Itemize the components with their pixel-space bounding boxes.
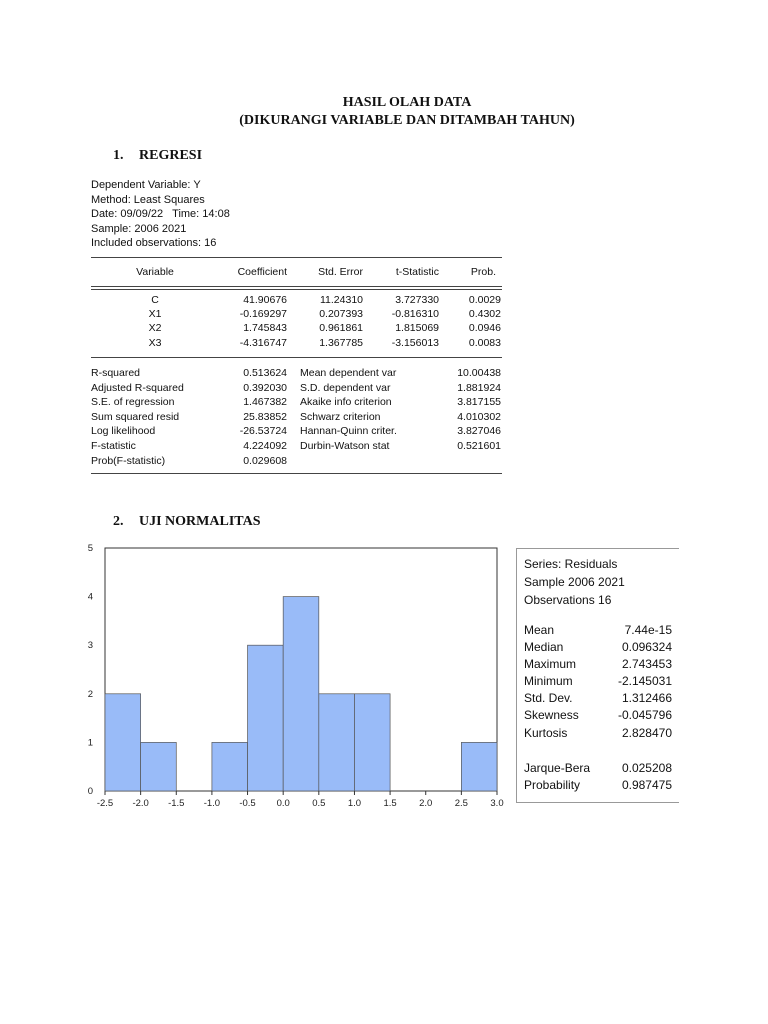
- stat-label-2: S.D. dependent var: [300, 382, 391, 394]
- x-tick-label: -0.5: [239, 798, 256, 809]
- stat-label: Log likelihood: [91, 425, 156, 437]
- section-1-title: REGRESI: [139, 148, 203, 163]
- row-std-error: 11.24310: [319, 294, 363, 306]
- meta-date: Date: 09/09/22 Time: 14:08: [91, 208, 230, 221]
- row-variable: X2: [148, 322, 162, 334]
- stat-value: 2.828470: [621, 725, 672, 740]
- stat-label: Maximum: [524, 657, 577, 672]
- stat-row: [524, 760, 672, 777]
- col-header-prob: Prob.: [470, 266, 496, 278]
- x-tick-label: 3.0: [490, 798, 504, 809]
- row-variable: X3: [148, 337, 162, 349]
- stat-label: F-statistic: [91, 440, 136, 452]
- x-tick-label: 2.0: [419, 798, 433, 809]
- table-rule-header-2: [91, 289, 502, 290]
- jarque-bera-test: [524, 760, 672, 794]
- row-coefficient: -4.316747: [239, 337, 287, 349]
- stat-value-2: 10.00438: [457, 367, 501, 379]
- meta-method: Method: Least Squares: [91, 193, 205, 206]
- stat-row: [524, 639, 672, 656]
- section-2-title: UJI NORMALITAS: [139, 514, 261, 529]
- stat-row: [524, 707, 672, 724]
- page-title: HASIL OLAH DATA: [342, 95, 472, 110]
- stat-label: Std. Dev.: [524, 691, 573, 706]
- table-rule-middle: [91, 357, 502, 358]
- table-rule-bottom: [91, 473, 502, 474]
- meta-sample: Sample: 2006 2021: [91, 222, 187, 235]
- row-t-statistic: -3.156013: [391, 337, 439, 349]
- row-variable: C: [151, 294, 159, 306]
- stat-row: [524, 690, 672, 707]
- row-prob: 0.0083: [468, 337, 501, 349]
- series-sample: Sample 2006 2021: [524, 575, 625, 589]
- stat-value: 0.392030: [243, 382, 287, 394]
- residuals-histogram: [80, 538, 510, 818]
- histogram-bar: [319, 694, 355, 791]
- stat-label: Prob(F-statistic): [91, 455, 166, 467]
- row-t-statistic: -0.816310: [391, 308, 439, 320]
- stat-label-2: Durbin-Watson stat: [300, 440, 390, 452]
- stat-value-2: 4.010302: [457, 411, 501, 423]
- stat-value: 7.44e-15: [624, 623, 672, 637]
- row-std-error: 1.367785: [319, 337, 363, 349]
- row-t-statistic: 1.815069: [395, 322, 439, 334]
- row-t-statistic: 3.727330: [395, 294, 439, 306]
- row-prob: 0.0946: [468, 322, 501, 334]
- row-coefficient: -0.169297: [239, 308, 287, 320]
- y-tick-label: 0: [87, 786, 93, 797]
- row-std-error: 0.207393: [319, 308, 363, 320]
- stat-label: Sum squared resid: [91, 411, 180, 423]
- stat-row: [524, 725, 672, 742]
- stat-label-2: Schwarz criterion: [300, 411, 381, 423]
- stat-value: 25.83852: [243, 411, 287, 423]
- stat-label-2: Akaike info criterion: [300, 396, 392, 408]
- stat-value: 0.025208: [621, 761, 672, 775]
- stat-label-2: Hannan-Quinn criter.: [300, 425, 397, 437]
- stat-value: 0.513624: [243, 367, 287, 379]
- stat-label: Mean: [524, 623, 555, 637]
- row-prob: 0.0029: [468, 294, 501, 306]
- y-tick-label: 1: [87, 737, 93, 749]
- histogram-bar: [141, 742, 177, 791]
- stat-value: 4.224092: [243, 440, 287, 452]
- x-tick-label: -1.0: [203, 798, 221, 809]
- y-tick-label: 5: [87, 543, 93, 554]
- stat-value: 1.312466: [621, 691, 672, 706]
- x-tick-label: 2.5: [454, 798, 468, 809]
- stat-value-2: 3.827046: [457, 425, 501, 437]
- row-std-error: 0.961861: [319, 322, 363, 334]
- stat-value: 2.743453: [621, 657, 672, 672]
- stat-value: -2.145031: [617, 674, 672, 689]
- stat-label: Adjusted R-squared: [91, 382, 184, 394]
- x-tick-label: -2.5: [96, 798, 114, 809]
- stat-row: [524, 656, 672, 673]
- descriptive-stats: [524, 622, 672, 742]
- stat-value: 0.096324: [621, 640, 672, 655]
- stat-label-2: Mean dependent var: [300, 367, 397, 379]
- stat-value: 1.467382: [243, 396, 287, 408]
- x-tick-label: 0.5: [312, 798, 326, 809]
- stat-label: Kurtosis: [524, 725, 568, 740]
- stat-label: Median: [524, 640, 564, 655]
- series-name: Series: Residuals: [524, 557, 618, 571]
- y-tick-label: 4: [87, 591, 93, 603]
- stat-label: Probability: [524, 778, 581, 793]
- x-tick-label: -1.5: [168, 798, 185, 809]
- stat-label: Jarque-Bera: [524, 761, 591, 775]
- y-tick-label: 3: [87, 640, 93, 652]
- stat-label: R-squared: [91, 367, 141, 379]
- page-subtitle: (DIKURANGI VARIABLE DAN DITAMBAH TAHUN): [239, 113, 575, 128]
- normality-stats-box: [516, 548, 679, 803]
- col-header-variable: Variable: [136, 266, 174, 278]
- histogram-bar: [248, 645, 284, 791]
- stat-value: 0.987475: [621, 778, 672, 793]
- table-rule-header-1: [91, 286, 502, 287]
- stat-value-2: 1.881924: [457, 382, 501, 394]
- stat-row: [524, 622, 672, 639]
- stat-row: [524, 777, 672, 794]
- stat-value-2: 0.521601: [457, 440, 501, 452]
- meta-observations: Included observations: 16: [91, 237, 217, 250]
- stat-label: Skewness: [524, 708, 579, 723]
- table-rule-top: [91, 257, 502, 258]
- x-tick-label: 1.5: [383, 798, 397, 809]
- stat-value: 0.029608: [243, 455, 287, 467]
- section-1-number: 1.: [113, 148, 124, 163]
- series-observations: Observations 16: [524, 593, 612, 607]
- histogram-bar: [354, 694, 390, 791]
- y-tick-label: 2: [87, 688, 93, 700]
- row-variable: X1: [148, 308, 162, 320]
- regression-meta: [91, 178, 230, 251]
- row-prob: 0.4302: [468, 308, 501, 320]
- col-header-std-error: Std. Error: [318, 266, 363, 278]
- row-coefficient: 1.745843: [243, 322, 287, 334]
- meta-dependent-variable: Dependent Variable: Y: [91, 179, 201, 191]
- stat-value: -26.53724: [239, 425, 287, 437]
- x-tick-label: 1.0: [347, 798, 362, 809]
- stat-value-2: 3.817155: [457, 396, 501, 408]
- stat-value: -0.045796: [617, 708, 672, 723]
- histogram-bar: [461, 742, 497, 791]
- histogram-bar: [105, 694, 141, 791]
- x-tick-label: 0.0: [276, 798, 290, 809]
- section-2-number: 2.: [113, 514, 124, 529]
- row-coefficient: 41.90676: [243, 294, 287, 306]
- histogram-bar: [283, 597, 319, 791]
- stat-row: [524, 673, 672, 690]
- x-tick-label: -2.0: [132, 798, 149, 809]
- col-header-t-statistic: t-Statistic: [395, 266, 439, 278]
- stat-label: Minimum: [524, 674, 573, 689]
- col-header-coefficient: Coefficient: [237, 266, 287, 278]
- stat-label: S.E. of regression: [91, 396, 175, 408]
- histogram-bar: [212, 742, 248, 791]
- series-info: [524, 555, 625, 609]
